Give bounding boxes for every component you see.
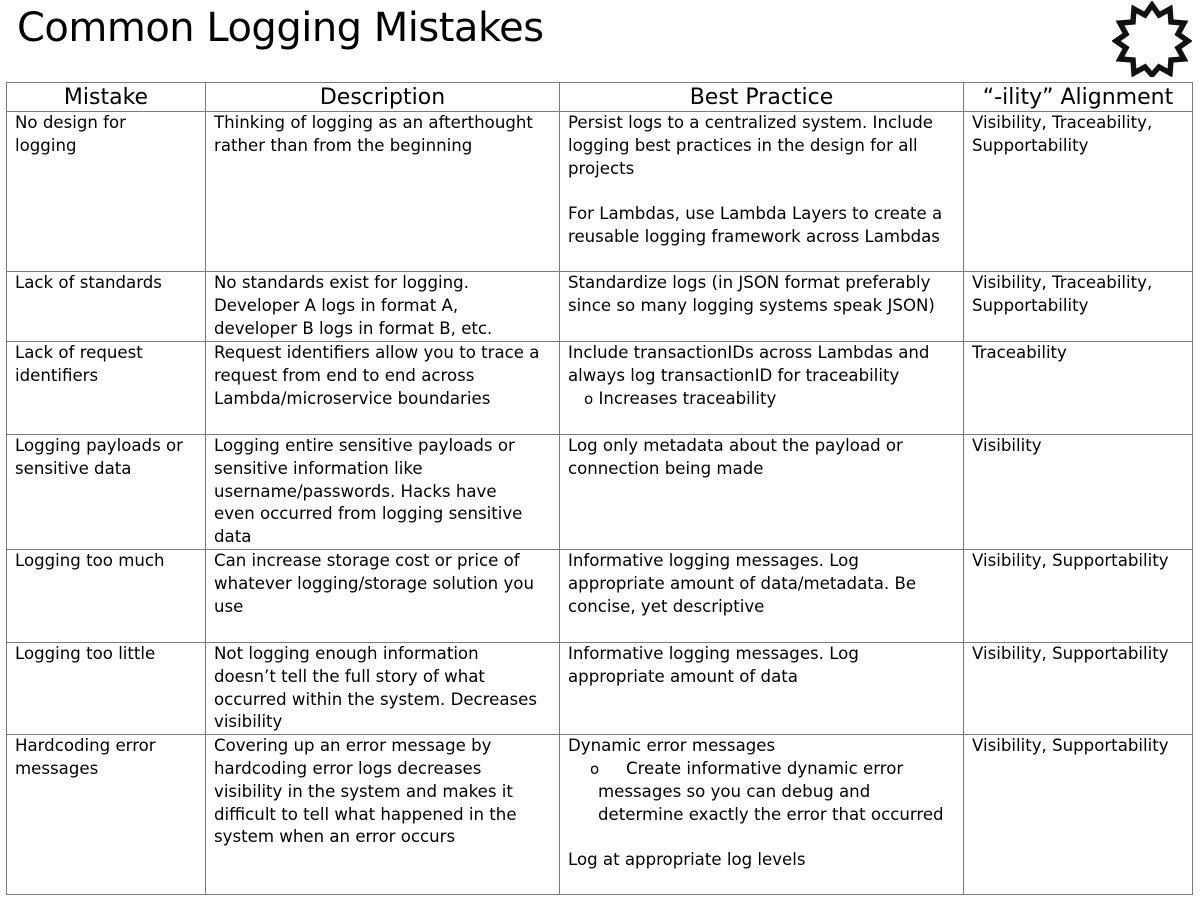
alignment-text: Traceability xyxy=(972,343,1067,362)
mistake-text: sensitive data xyxy=(15,458,132,478)
description-text: username/passwords. Hacks have xyxy=(214,481,497,501)
alignment-cell xyxy=(964,342,1193,435)
description-text: sensitive information like xyxy=(214,458,423,478)
best-practice-text: Informative logging messages. Log xyxy=(568,643,859,663)
alignment-text: Visibility, Supportability xyxy=(972,550,1169,570)
table-row xyxy=(7,112,1193,272)
description-text: visibility xyxy=(214,712,283,732)
best-practice-cell xyxy=(560,435,964,550)
description-cell xyxy=(206,549,560,642)
best-practice-text: Log at appropriate log levels xyxy=(568,850,806,870)
bullet-text: determine exactly the error that occurred xyxy=(598,804,944,824)
mistake-cell xyxy=(7,435,206,550)
bullet-text: Increases traceability xyxy=(598,388,777,408)
best-practice-bullet-item xyxy=(568,388,957,411)
column-header-best-practice: Best Practice xyxy=(560,83,964,112)
mistake-cell xyxy=(7,112,206,272)
description-text: hardcoding error logs decreases xyxy=(214,758,482,778)
table-row xyxy=(7,735,1193,895)
description-text: difficult to tell what happened in the xyxy=(214,804,517,824)
description-cell xyxy=(206,342,560,435)
description-cell xyxy=(206,642,560,734)
description-text: No standards exist for logging. xyxy=(214,273,469,292)
mistake-cell xyxy=(7,272,206,342)
table-row xyxy=(7,549,1193,642)
alignment-text: Supportability xyxy=(972,295,1089,315)
description-text: Can increase storage cost or price of xyxy=(214,550,520,570)
description-cell xyxy=(206,272,560,342)
mistake-text: No design for xyxy=(15,113,126,132)
mistake-cell xyxy=(7,642,206,734)
alignment-text: Visibility, Traceability, xyxy=(972,273,1153,292)
mistake-text: Logging payloads or xyxy=(15,436,183,455)
bullet-text: messages so you can debug and xyxy=(598,781,871,801)
table-row xyxy=(7,272,1193,342)
logging-mistakes-table xyxy=(6,82,1193,895)
alignment-text: Visibility xyxy=(972,436,1042,455)
mistake-cell xyxy=(7,342,206,435)
best-practice-bullet-item xyxy=(568,758,957,781)
best-practice-text: Informative logging messages. Log xyxy=(568,550,859,570)
column-header-alignment: “-ility” Alignment xyxy=(964,83,1193,112)
alignment-cell xyxy=(964,735,1193,895)
table-header-row xyxy=(7,83,1193,112)
best-practice-cell xyxy=(560,549,964,642)
description-text: system when an error occurs xyxy=(214,827,456,847)
description-text: use xyxy=(214,596,244,616)
best-practice-text: logging best practices in the design for all xyxy=(568,135,918,155)
description-text: visibility in the system and makes it xyxy=(214,781,513,801)
mistake-text: Lack of request xyxy=(15,343,143,362)
description-text: rather than from the beginning xyxy=(214,135,473,155)
best-practice-cell xyxy=(560,342,964,435)
best-practice-text: appropriate amount of data xyxy=(568,666,798,686)
description-text: Covering up an error message by xyxy=(214,736,492,756)
table-row xyxy=(7,435,1193,550)
best-practice-cell xyxy=(560,642,964,734)
alignment-text: Visibility, Supportability xyxy=(972,643,1169,663)
page-title: Common Logging Mistakes xyxy=(17,5,544,51)
description-text: Request identifiers allow you to trace a xyxy=(214,343,540,362)
best-practice-text: connection being made xyxy=(568,458,764,478)
best-practice-cell xyxy=(560,272,964,342)
best-practice-text: always log transactionID for traceability xyxy=(568,365,900,385)
column-header-description: Description xyxy=(206,83,560,112)
bullet-marker: o xyxy=(590,759,600,778)
mistake-text: Logging too much xyxy=(15,550,165,570)
best-practice-text: Dynamic error messages xyxy=(568,736,776,756)
alignment-cell xyxy=(964,272,1193,342)
mistake-cell xyxy=(7,549,206,642)
description-text: request from end to end across xyxy=(214,365,475,385)
best-practice-text: since so many logging systems speak JSON) xyxy=(568,295,935,315)
description-text: Logging entire sensitive payloads or xyxy=(214,436,515,455)
best-practice-cell xyxy=(560,735,964,895)
mistake-cell xyxy=(7,735,206,895)
alignment-cell xyxy=(964,549,1193,642)
description-text: Developer A logs in format A, xyxy=(214,295,459,315)
mistake-text: Lack of standards xyxy=(15,273,162,292)
description-text: occurred within the system. Decreases xyxy=(214,689,538,709)
alignment-cell xyxy=(964,112,1193,272)
alignment-cell xyxy=(964,435,1193,550)
alignment-cell xyxy=(964,642,1193,734)
alignment-text: Supportability xyxy=(972,135,1089,155)
paragraph-gap xyxy=(568,826,957,849)
mistake-text: Hardcoding error xyxy=(15,736,156,756)
best-practice-cell xyxy=(560,112,964,272)
description-cell xyxy=(206,112,560,272)
best-practice-text: Persist logs to a centralized system. Include xyxy=(568,113,933,132)
best-practice-text: projects xyxy=(568,158,635,178)
alignment-text: Visibility, Traceability, xyxy=(972,113,1153,132)
description-text: whatever logging/storage solution you xyxy=(214,573,534,593)
bullet-marker: o xyxy=(584,389,594,408)
description-text: developer B logs in format B, etc. xyxy=(214,318,493,338)
description-text: even occurred from logging sensitive xyxy=(214,504,523,524)
best-practice-text: Standardize logs (in JSON format preferably xyxy=(568,273,931,292)
bullet-text: Create informative dynamic error xyxy=(626,758,904,778)
description-cell xyxy=(206,735,560,895)
best-practice-text: concise, yet descriptive xyxy=(568,596,765,616)
description-text: doesn’t tell the full story of what xyxy=(214,666,485,686)
table-row xyxy=(7,642,1193,734)
description-text: Not logging enough information xyxy=(214,643,479,663)
paragraph-gap xyxy=(568,180,957,203)
best-practice-text: Log only metadata about the payload or xyxy=(568,436,903,455)
table-row xyxy=(7,342,1193,435)
description-cell xyxy=(206,435,560,550)
best-practice-text: reusable logging framework across Lambdas xyxy=(568,226,940,246)
mistake-text: Logging too little xyxy=(15,643,156,663)
column-header-mistake: Mistake xyxy=(7,83,206,112)
description-text: data xyxy=(214,527,252,547)
best-practice-text: appropriate amount of data/metadata. Be xyxy=(568,573,917,593)
description-text: Thinking of logging as an afterthought xyxy=(214,113,533,132)
alignment-text: Visibility, Supportability xyxy=(972,736,1169,756)
mistake-text: logging xyxy=(15,135,77,155)
best-practice-text: For Lambdas, use Lambda Layers to create a xyxy=(568,204,943,224)
mistake-text: messages xyxy=(15,758,99,778)
description-text: Lambda/microservice boundaries xyxy=(214,388,491,408)
best-practice-text: Include transactionIDs across Lambdas and xyxy=(568,343,930,362)
star-burst-logo-icon xyxy=(1112,1,1192,77)
mistake-text: identifiers xyxy=(15,365,99,385)
